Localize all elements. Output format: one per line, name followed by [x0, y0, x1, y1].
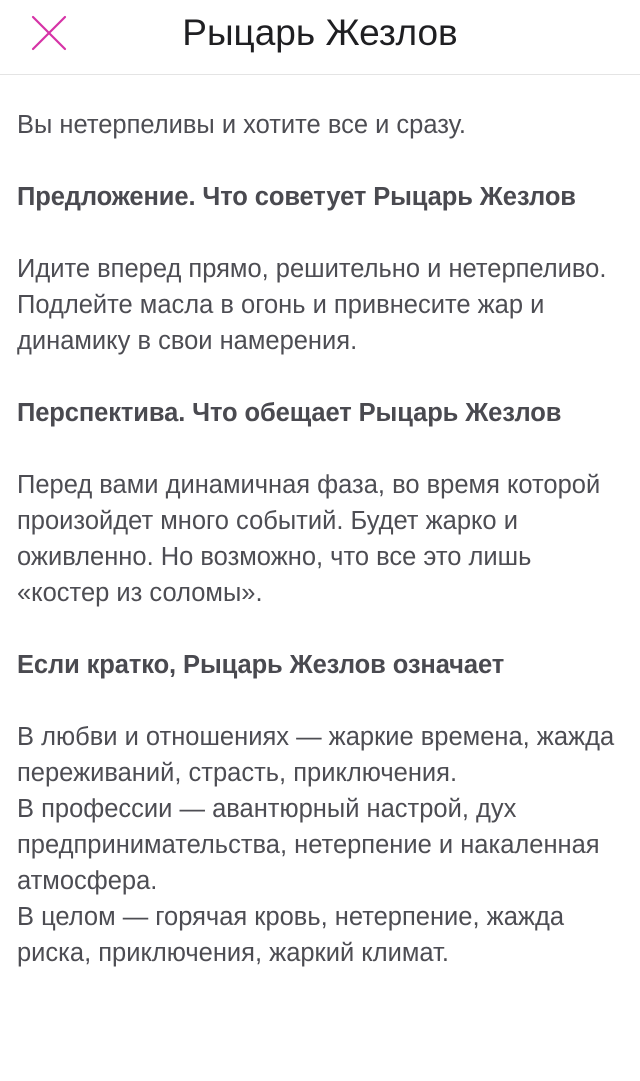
nav-bar — [0, 0, 640, 75]
page-title: Рыцарь Жезлов — [182, 12, 458, 53]
section-heading-summary: Если кратко, Рыцарь Жезлов означает — [17, 651, 505, 679]
section-text-suggestion: Идите вперед прямо, решительно и нетерпеливо. Подлейте масла в огонь и привнесите жар и динамику в свои намерения. — [17, 255, 607, 355]
section-text-perspective: Перед вами динамичная фаза, во время которой произойдет много событий. Будет жарко и оживленно. Но возможно, что все это лишь «костер из соломы». — [17, 471, 601, 607]
summary-love-text: В любви и отношениях — жаркие времена, жажда переживаний, страсть, приключения. — [17, 723, 615, 787]
summary-profession-text: В профессии — авантюрный настрой, дух предпринимательства, нетерпение и накаленная атмосфера. — [17, 795, 600, 895]
summary-general-text: В целом — горячая кровь, нетерпение, жажда риска, приключения, жаркий климат. — [17, 903, 565, 967]
intro-text: Вы нетерпеливы и хотите все и сразу. — [17, 111, 466, 139]
section-heading-suggestion: Предложение. Что советует Рыцарь Жезлов — [17, 183, 576, 211]
section-heading-perspective: Перспектива. Что обещает Рыцарь Жезлов — [17, 399, 562, 427]
card-description — [17, 107, 629, 971]
